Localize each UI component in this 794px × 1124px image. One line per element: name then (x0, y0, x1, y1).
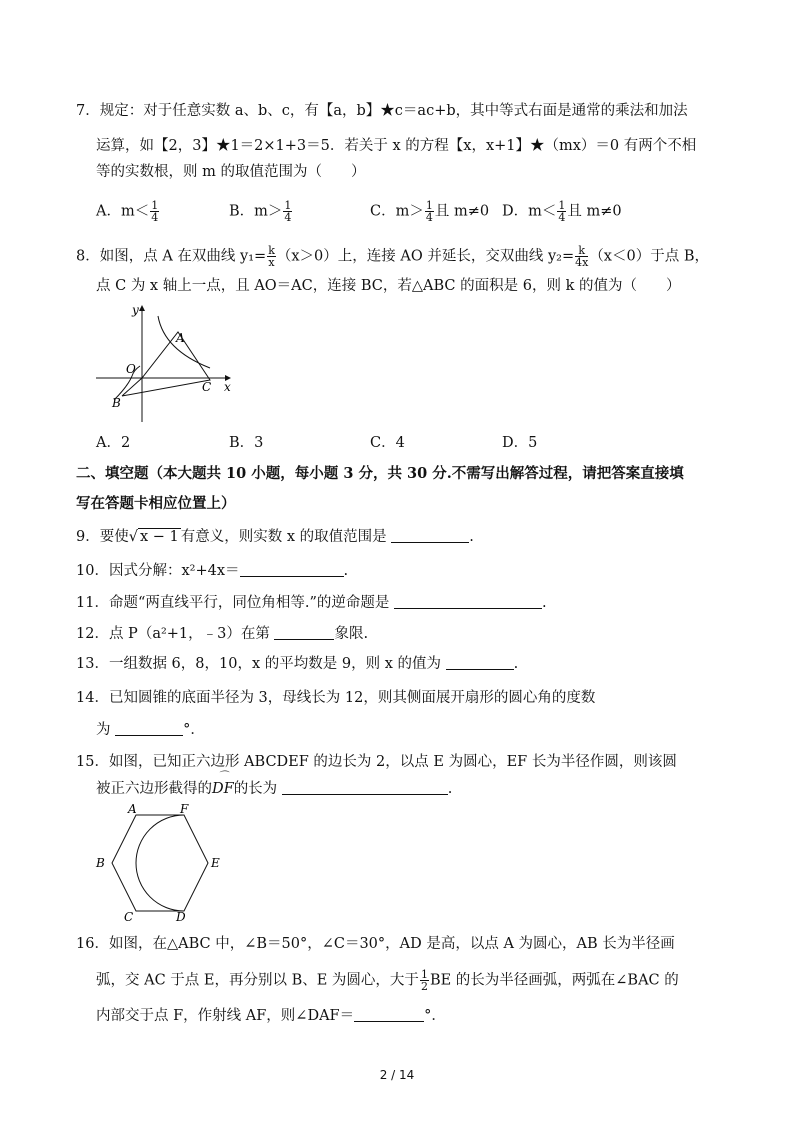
answer-blank[interactable] (394, 594, 542, 609)
radicand: x − 1 (139, 529, 179, 545)
q16-line3: 内部交于点 F，作射线 AF，则∠DAF＝ °． (96, 1008, 446, 1024)
arc-df-curve (136, 815, 184, 911)
label-x: x (224, 380, 231, 394)
q16-line2: 弧，交 AC 于点 E，再分别以 B、E 为圆心，大于 $\frac{1}{2}$ BE 的长为半径画弧，两弧在∠BAC 的 (96, 968, 679, 993)
option-text: D．m＜ (502, 203, 557, 220)
page-number: 2 / 14 (379, 1068, 415, 1082)
q7-option-c (370, 200, 489, 223)
sqrt-sign: √ (128, 529, 138, 545)
q16-line1: 16．如图，在△ABC 中，∠B＝50°，∠C＝30°，AD 是高，以点 A 为圆心，AB 长为半径画 (76, 936, 675, 952)
option-tail: 且 m≠0 (567, 203, 622, 220)
q7-option-d (502, 200, 622, 223)
q10: 10．因式分解：x²+4x＝ . (76, 563, 349, 579)
answer-blank[interactable] (446, 655, 514, 670)
section-heading-line2: 写在答题卡相应位置上） (76, 495, 236, 512)
q15-line1: 15．如图，已知正六边形 ABCDEF 的边长为 2，以点 E 为圆心，EF 长为半径作圆，则该圆 (76, 754, 677, 770)
q8-option-c: C．4 (370, 435, 405, 451)
answer-blank[interactable] (240, 562, 344, 577)
hexagon (112, 815, 208, 911)
label-y: y (132, 303, 139, 317)
option-tail: 且 m≠0 (434, 203, 490, 220)
answer-blank[interactable] (354, 1007, 424, 1022)
q7-option-a (96, 200, 160, 223)
q7-option-b (229, 200, 293, 223)
label-c: C (124, 910, 134, 921)
fraction: $\frac{1}{4}$ (284, 199, 292, 224)
answer-blank[interactable] (282, 780, 448, 795)
fraction: $\frac{1}{4}$ (558, 199, 566, 224)
q8-text-start: 8．如图，点 A 在双曲线 y₁= (76, 248, 267, 265)
label-a: A (176, 331, 185, 345)
q12: 12．点 P（a²+1，﹣3）在第 象限. (76, 626, 369, 642)
q8-option-b: B．3 (229, 435, 264, 451)
label-o: O (126, 362, 136, 376)
q7-line3: 等的实数根，则 m 的取值范围为（ ） (96, 164, 366, 180)
option-text: B．m＞ (229, 203, 283, 220)
label-a: A (128, 803, 137, 816)
section-heading-line1: 二、填空题（本大题共 10 小题，每小题 3 分，共 30 分.不需写出解答过程，请把答案直接填 (76, 465, 684, 482)
fraction: $\frac{1}{2}$ (420, 968, 428, 993)
fraction: $\frac{1}{4}$ (151, 199, 159, 224)
q8-line2: 点 C 为 x 轴上一点，且 AO＝AC，连接 BC，若△ABC 的面积是 6，则 k 的值为（ ） (96, 278, 681, 294)
arc-df: ⌒ DF (212, 771, 234, 797)
q8-hyperbola-figure (90, 300, 240, 425)
q7-line2: 运算，如【2，3】★1＝2×1+3＝5．若关于 x 的方程【x，x+1】★（mx）＝0 有两个不相 (96, 138, 697, 154)
arc-mark: ⌒ (217, 771, 228, 782)
label-b: B (96, 856, 105, 870)
label-e: E (211, 856, 220, 870)
q14-line2: 为 °． (96, 722, 205, 738)
fraction: $\frac{1}{4}$ (425, 199, 433, 224)
q11: 11．命题“两直线平行，同位角相等.”的逆命题是 . (76, 595, 547, 611)
label-d: D (176, 910, 186, 921)
label-b: B (112, 396, 121, 410)
answer-blank[interactable] (274, 625, 334, 640)
q8-option-d: D．5 (502, 435, 538, 451)
q8-text-end: （x＜0）于点 B， (589, 248, 709, 265)
answer-blank[interactable] (115, 721, 183, 736)
q8-line1 (76, 245, 714, 268)
q15-hexagon-figure (90, 803, 230, 921)
q7-line1: 7．规定：对于任意实数 a、b、c，有【a，b】★c＝ac+b，其中等式右面是通常的乘法和加法 (76, 103, 688, 119)
q9: 9．要使√ x − 1 有意义，则实数 x 的取值范围是 . (76, 529, 474, 545)
option-text: A．m＜ (96, 203, 150, 220)
q15-line2: 被正六边形截得的 ⌒ DF的长为 . (96, 771, 453, 797)
label-c: C (202, 380, 212, 394)
q13: 13．一组数据 6，8，10，x 的平均数是 9，则 x 的值为 . (76, 656, 519, 672)
fraction: $\frac{k}{4x}$ (575, 244, 589, 269)
answer-blank[interactable] (391, 528, 469, 543)
fraction: $\frac{k}{x}$ (268, 244, 275, 269)
option-text: C．m＞ (370, 203, 424, 220)
q8-text-mid: （x＞0）上，连接 AO 并延长，交双曲线 y₂= (276, 248, 575, 265)
q8-option-a: A．2 (96, 435, 131, 451)
q14-line1: 14．已知圆锥的底面半径为 3，母线长为 12，则其侧面展开扇形的圆心角的度数 (76, 690, 596, 706)
label-f: F (180, 803, 189, 816)
